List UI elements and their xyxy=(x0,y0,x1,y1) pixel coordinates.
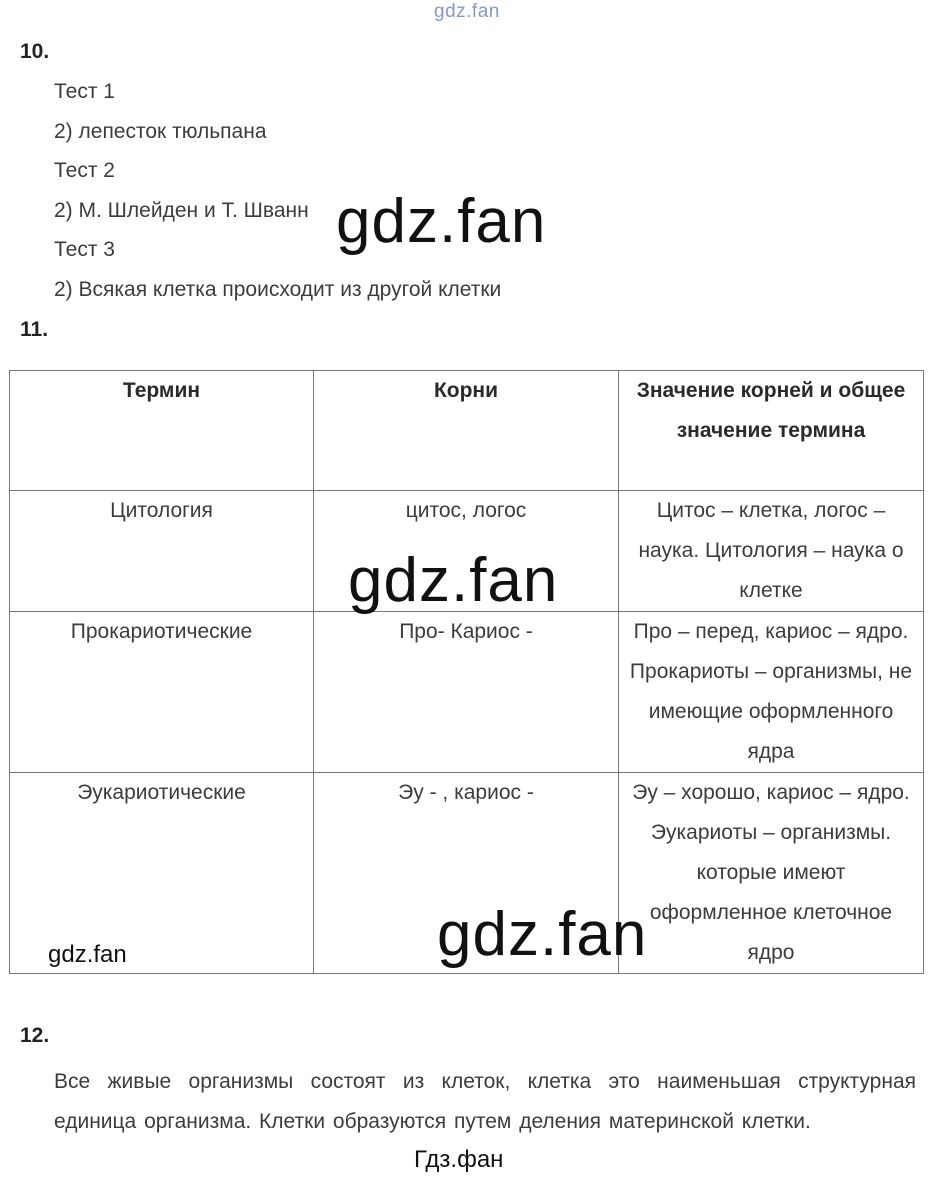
watermark-footer: Гдз.фан xyxy=(414,1146,504,1173)
cell-meaning: Эу – хорошо, кариос – ядро. Эукариоты – организмы. которые имеют оформленное клеточное ядро xyxy=(619,773,924,974)
watermark-small: gdz.fan xyxy=(48,941,127,968)
cell-roots: Эу - , кариос - xyxy=(314,773,619,974)
cell-meaning: Про – перед, кариос – ядро. Прокариоты – организмы, не имеющие оформленного ядра xyxy=(619,612,924,773)
task-10-line: 2) лепесток тюльпана xyxy=(54,120,267,143)
watermark-large: gdz.fan xyxy=(348,546,559,615)
header-roots: Корни xyxy=(314,371,619,491)
task-10-line: Тест 3 xyxy=(54,238,115,261)
task-10-line: Тест 1 xyxy=(54,80,115,103)
watermark-top: gdz.fan xyxy=(434,1,500,22)
cell-meaning: Цитос – клетка, логос – наука. Цитология – наука о клетке xyxy=(619,491,924,612)
task-10-line: 2) Всякая клетка происходит из другой клетки xyxy=(54,278,502,301)
task-11-number: 11. xyxy=(20,318,49,341)
task-12-text: Все живые организмы состоят из клеток, клетка это наименьшая структурная единица организма. Клетки образуются путем деления материнской клетки. xyxy=(54,1070,916,1133)
cell-term: Эукариотические xyxy=(10,773,314,974)
task-10-line: Тест 2 xyxy=(54,159,115,182)
task-10-line: 2) М. Шлейден и Т. Шванн xyxy=(54,199,309,222)
cell-term: Прокариотические xyxy=(10,612,314,773)
task-10-number: 10. xyxy=(20,40,50,63)
watermark-large: gdz.fan xyxy=(437,900,648,969)
header-term: Термин xyxy=(10,371,314,491)
cell-term: Цитология xyxy=(10,491,314,612)
terms-table xyxy=(9,370,924,974)
header-meaning: Значение корней и общее значение термина xyxy=(619,371,924,491)
table-row xyxy=(10,612,924,773)
watermark-large: gdz.fan xyxy=(336,187,547,256)
table-header-row xyxy=(10,371,924,491)
cell-roots: Про- Кариос - xyxy=(314,612,619,773)
cell-roots: цитос, логос xyxy=(314,491,619,612)
task-12-number: 12. xyxy=(20,1024,50,1047)
